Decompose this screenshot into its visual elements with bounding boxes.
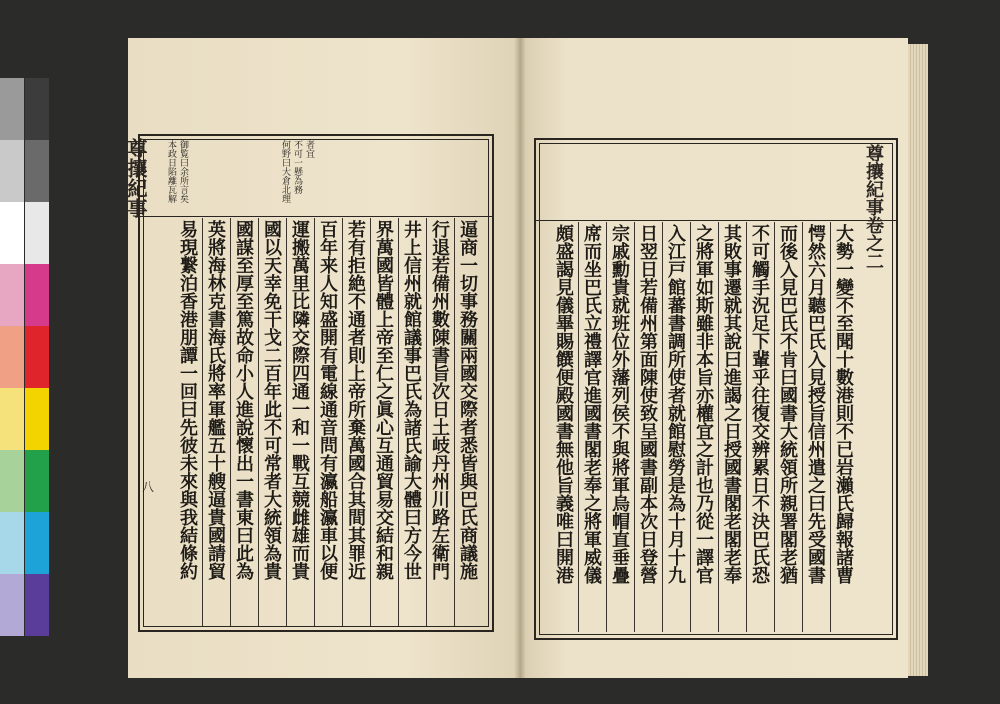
right-text-column: 日翌日若備州第面陳使致呈國書副本次日登營 — [637, 224, 658, 584]
left-header-band — [140, 136, 492, 217]
left-note: 本政日陷離瓦解 — [166, 140, 176, 203]
left-note: 者宜 — [304, 140, 314, 158]
left-text-column: 英將海林克書海氏將率軍艦五十艘逼貴國請貿 — [205, 220, 226, 580]
left-text-column: 若有拒絶不通者則上帝所棄萬國合其間其罪近 — [345, 220, 366, 580]
color-calibration-strip — [0, 78, 50, 638]
left-text-column: 運搬萬里比隣交際四通一和一戰互競雌雄而貴 — [289, 220, 310, 580]
right-text-column: 其敗事遷就其說曰進謁之日授國書閣老閣老奉 — [721, 224, 742, 584]
right-header-band — [536, 140, 896, 221]
left-text-column: 界萬國皆體上帝至仁之眞心互通貿易交結和親 — [373, 220, 394, 580]
open-book — [124, 38, 928, 678]
right-text-column: 頗盛謁見儀畢賜饌便殿國書無他旨義唯曰開港 — [553, 224, 574, 584]
left-text-column: 國以天幸免干戈二百年此不可常者大統領為貴 — [261, 220, 282, 580]
left-text-column: 國謀至厚至篤故命小人進說懷出一書東曰此為 — [233, 220, 254, 580]
right-text-column: 席而坐巴氏立禮譯官進國書閣老奉之將軍威儀 — [581, 224, 602, 584]
right-text-column: 入江戸館蕃書調所使者就館慰勞是為十月十九 — [665, 224, 686, 584]
left-text-column: 易現繋泊香港朋譚一回曰先彼未來與我結條約 — [177, 220, 198, 580]
left-text-column: 井上信州就館議事巴氏為諸氏諭大體曰方今世 — [401, 220, 422, 580]
left-note: 不可一懸為務 — [292, 140, 302, 194]
right-text-column: 之將軍如斯雖非本旨亦權宜之計也乃從一譯官 — [693, 224, 714, 584]
right-text-column: 大勢一變不至聞十數港則不已岩瀨氏歸報諸曹 — [833, 224, 854, 584]
left-note: 何野曰大倉北理 — [280, 140, 290, 203]
page-edges — [908, 44, 928, 676]
left-text-column: 逼商一切事務關兩國交際者悉皆與巴氏商議施 — [457, 220, 478, 580]
left-text-column: 行退若備州數陳書旨次日土岐丹州川路左衛門 — [429, 220, 450, 580]
left-folio: 八 — [142, 480, 155, 494]
right-text-column: 宗戚勳貴就班位外藩列侯不與將軍烏帽直垂疊 — [609, 224, 630, 584]
book-gutter — [514, 38, 526, 678]
left-note: 御覧曰余所言矣 — [178, 140, 188, 203]
right-header-title: 尊攘紀事卷之二 — [863, 144, 884, 270]
right-text-column: 不可觸手況足下輩乎往復交辨累日不決巴氏恐 — [749, 224, 770, 584]
right-text-column: 愕然六月聽巴氏入見授旨信州遣之曰先受國書 — [805, 224, 826, 584]
right-text-column: 而後入見巴氏不肯曰國書大統領所親署閣老猶 — [777, 224, 798, 584]
left-spine-title: 尊攘紀事 — [124, 138, 148, 218]
left-text-column: 百年来人知盛開有電線通音問有瀛船瀛車以便 — [317, 220, 338, 580]
